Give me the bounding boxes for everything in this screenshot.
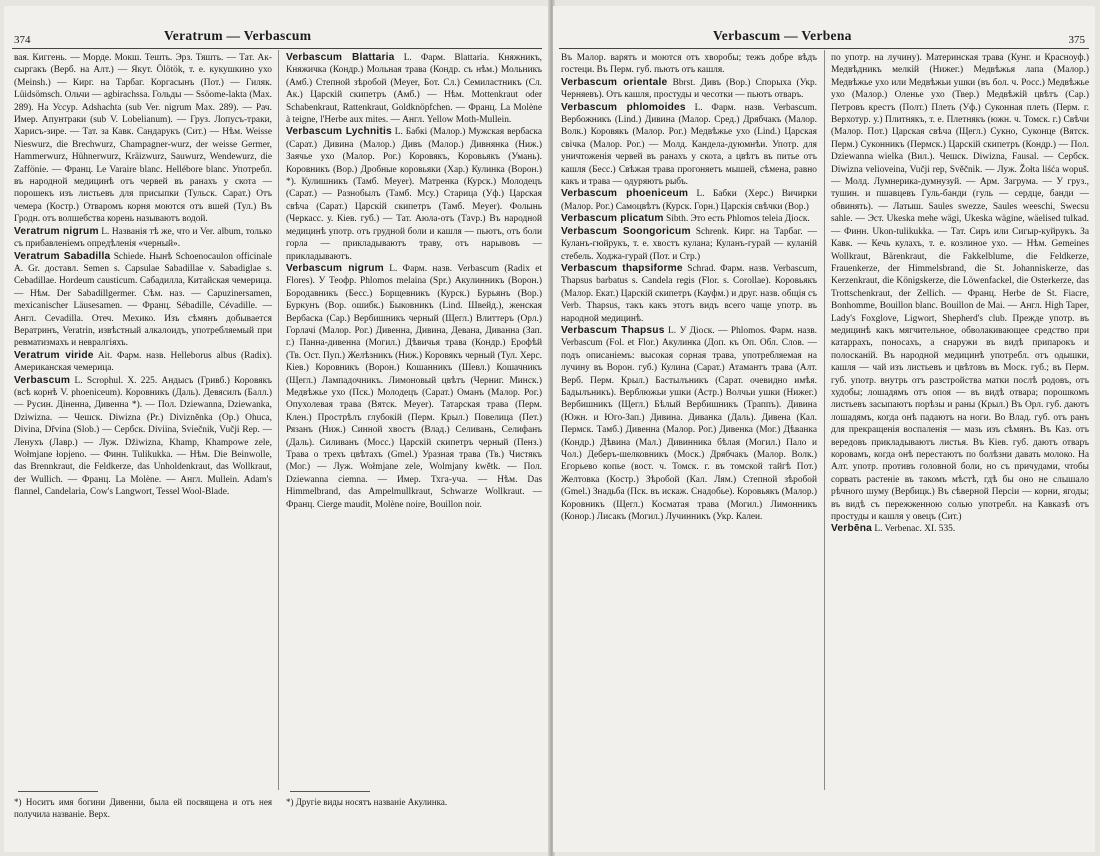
right-column-2 <box>831 52 1089 788</box>
entry <box>286 263 542 511</box>
entry-text: L. Verbenac. XI. 535. <box>874 524 956 535</box>
running-head: Verbascum — Verbena <box>713 28 852 43</box>
header-rule <box>12 48 542 49</box>
footnote: *) Другіе виды носятъ названіе Акулинка. <box>286 797 448 807</box>
left-page <box>4 6 550 852</box>
header-rule <box>559 48 1089 49</box>
entry <box>831 523 1089 535</box>
entry-text: L. Scrophul. X. 225. Андысъ (Гривб.) Коровякъ (всѣ корнѣ V. phoeniceum). Коровникъ (Даль). Девясилъ (Балл.) — Русин. Діненна, Дивенна *). — Пол. Dziewanna, Dziewanka, Dziwizna. — Чешск. Diwizna (Pr.) Divizněnka (Op.) Ohuca, Divina, Dřvina (Slob.) — Сербск. Diviina, Sviečnik, Vučji Rep. — Ленухъ (Лавр.) — Луж. Džiwizna, Khamp, Khampowe zele, Wołmjane łopjeno. — Финн. Tulikukka. — Нѣм. Die Beinwolle, das Brennkraut, die Feldkerze, das Unholdenkraut, das Wollkraut, der Wullich. — Франц. La Molène. — Англ. Mullein. Adam's flannel, Candelaria, Cow's Langwort, Tessel Wool-Blade. <box>14 375 272 498</box>
entry-continuation: вая. Киггень. — Морде. Мокш. Тешть. Эрз. Тяшть. — Тат. Ак-сыргакъ (Верб. на Алт.) — Якут. Ölötök, т. е. кукушкино ухо (Meinsh.) — Кирг. на Тарбаг. Коргасынъ (Пот.) — Гиляк. Lüidsömsch. Ольчи — аgbirachssa. Гольды — Ssöome-lakta (Max. 289). На Уссур. Adshachta (sub Ver. nigrum Max. 289). — Рач. Имер. Апунтраки (sub V. Lobelianum). — Груз. Лопусъ-траки, Харисъ-зире. — Тат. за Кавк. Сандарукъ (Сит.) — Нѣм. Weisse Nieswurz, die Brechwurz, Champagner-wurz, der weisse Germer, Hammerwurz, Hühnerwurz, Kräizwurz, Sauwurz, Wendewurz, die Zaffönie. — Франц. Le Varaire blanc. Hellébore blanc. Употребл. въ народной медицинѣ отъ червей въ ранахъ у скота — порошекъ изъ листьевъ для присыпки (Тульск. Сарат.) Отъ чемера (Костр.) Отваромъ корня моются отъ вшей (Тул.) Въ Гродн. отъ волшебства корень называютъ водой. <box>14 53 272 225</box>
page-number: 375 <box>1068 34 1085 46</box>
entry-text: Schrenk. Кирг. на Тарбаг. — Куланъ-гюйрукъ, т. е. хвостъ кулана; Куланъ-гурай — куланій стебель. Ходжа-гурай (Пот. и Стр.) <box>561 226 817 262</box>
entry-head: Verbascum plicatum <box>561 213 664 225</box>
entry-continuation: по употр. на лучину). Материнская трава (Кунг. и Красноуф.) Медвѣдникъ мелкій (Нижег.) Медвѣжья лапа (Малор.) Медвѣжье ухо или Медвѣжьи ушки (въ бол. ч. Росс.) Медвѣжье ухо (Малор.) Оленье ухо (Твер.) Медвѣжій цвѣтъ (Сар.) Петровъ крестъ (Полт.) Плеть (Уф.) Суконная плеть (Перм. г. Верхотур. у.) Плитнякъ, т. е. Плетнякъ (южн. ч. Томск. г.) Свѣчи (Малор. Пот.) Царская свѣча (Щегл.) Сукно, Суконце (Вятск. Перм.) Суконникъ (Пермск.) Царскій скипетръ (Кондр.) — Пол. Dziewanna wielka (Вил.). Чешск. Diwizna, Fausal. — Сербск. Diwizna velioveina, Vučji rep, Svěčnik. — Луж. Žołta liśća wopuš. — Молд. Лумнерика-думнузуй. — Арм. Загрума. — У груз., тушин. и пшавцевъ Гуль-банди (гуль — сердце, банди — обвинять). — Латыш. Saules swezze, Saules weeschi, Swecsu sahle. — Эст. Ukeska mehe wägi, Ukeska wägine, wäelised tulkad. — Финн. Ukon-tulikukka. — Тат. Сиръ или Сигыр-куйрукъ. За Кавк. — Кечь кулахъ, т. е. козлиное ухо. — Нѣм. Gemeines Wollkraut, Bärenkraut, die Fakkelblume, die Feldkerze, Frauenkerze, der Himmelsbrand, die St. Johanniskerze, das Kerzenkraut, die Königskerze, die Löwenfackel, die Osterkerze, das Trottschenkraut, der Zellich. — Франц. Herbe de St. Fiacre, Bonhomme, Bouillon blanc. Bouillon de Mai. — Англ. High Taper, Lady's Foxglove, Ligwort, Shepherd's club. Прежде употр. въ медицинѣ какъ мягчительное, обволакивающее средство при катаррахъ, поносахъ, а снаружи въ видѣ припарокъ и полосканій. Въ народной медицинѣ употребл. отъ одышки, кашля — чай изъ листьевъ и цвѣтовъ въ Моск. губ.; въ Перм. губ. употр. внутрь отъ разстройства матки послѣ родовъ, отъ худобы; лошадямъ отъ опоя — въ видѣ отвара; порошкомъ листьевъ засыпаютъ порѣзы и раны (Крыл.) Въ Орл. губ. даютъ лошадямъ, когда онѣ падаютъ на ноги. Во Влад. губ. отъ ранъ для прекращенія воспаленія — мазь изъ сѣмянъ. Въ Каз. отъ вередовъ прикладываютъ листья. Въ Кіев. губ. даютъ отваръ коровамъ, когда онѣ перестаютъ по болѣзни давать молоко. На Алт. употр. противъ головной боли, но съ причудами, чтобы сорвать растеніе въ такомъ мѣстѣ, гдѣ бы оно не слышало рѣчного шуму (Вербицк.) Въ сѣверной Персіи — корни, ягоды; въ видѣ съ пережженною солью употребл. на Кавказѣ отъ простуды и кашля у овецъ (Сит.) <box>831 53 1089 523</box>
entry-text: L. Названія тѣ же, что и Ver. album, только съ прибавленіемъ опредѣленія «черный». <box>14 226 272 250</box>
entry <box>561 213 817 225</box>
entry <box>286 52 542 126</box>
footnote: *) Носитъ имя богини Дивенни, была ей посвящена и отъ нея получила названіе. Верх. <box>14 797 272 819</box>
entry-text: L. Фарм. назв. Verbascum (Radix et Flores). У Теофр. Phlomos melaina (Spr.) Акулинникъ (Ворон.) Бородавникъ (Бесс.) Борщевникъ (Курск.) Бурьянъ (Вор.) Буркунъ (Вор. ошибк.) Быковникъ (Lind. Швейд.), женская Вербаска (Сар.) Вербишникъ черный (Щегл.) Влиттеръ (Орл.) Горлачі (Малор. Рог.) Дивенна, Дивина, Девана, Диванна (Зап. г.) Панна-дивенна (Могил.) Дѣвичья трава (Кондр.) Ерофѣй (Тв. Ост. Пуп.) Желѣзникъ (Ниж.) Коровякъ черный (Тул. Херс. Кіев.) Коровникъ (Ворон.) Кошанникъ (Шевл.) Кошачникъ (Щегл.) Лампадочникъ. Лимоновый цвѣтъ (Черниг. Минск.) Медвѣжье ухо (Пск.) Молодецъ (Сарат.) Оманъ (Малор. Рог.) Опухолевая трава (Вятск. Meyer). Татарская трава (Перм. Клен.) Прострѣлъ глубокій (Перм. Крыл.) Повелица (Пет.) Рязанъ (Ниж.) Синной хвостъ (Влад.) Селивань, Селифанъ (Даль). Силиванъ (Мосс.) Царскій скипетръ черный (Пенз.) Трава о трехъ цвѣтахъ (Gmel.) Уразная трава (Тв.) Чистякъ (Мог.) — Луж. Wołmjane zele, Wolmjany kwětk. — Пол. Dziewanna ciemna. — Имер. Тхга-уча. — Нѣм. Das Himmelbrand, das Ampelmullkraut, Schwarze Wollkraut. — Франц. Cierge maudit, Molène noire, Bouillon noir. <box>286 263 542 510</box>
entry <box>561 325 817 524</box>
left-column-2 <box>286 52 542 788</box>
entry-head: Veratrum Sabadilla <box>14 250 111 262</box>
entry-text: L. Бабкі (Малор.) Мужская вербаска (Сарат.) Дивина (Малор.) Дивъ (Малор.) Дивнянка (Ниж.) Заячье ухо (Малор. Рог.) Коровякъ, Коровьякъ (Умань). Коровникъ (Вор.) Дробные коровьяки (Хар.) Кулинка (Ворон.) *). Кулишникъ (Тамб. Meyer). Матренка (Курск.) Молодецъ (Сарат.) — Разнобылъ (Тамб. Мсу.) Старица (Уф.) Царская свѣча (Сарат.) Царскій скипетръ (Тамб. Meyer). Фолынь (Черкасс. у. Кіев. губ.) — Тат. Аюла-отъ (Таvр.) Въ народной медицинѣ употр. отъ грудной боли и кашля — пьютъ, отъ боли горла — прикладываютъ траву, отъ нарывовъ — прикладываютъ. <box>286 127 542 262</box>
entry-text: Schrad. Фарм. назв. Verbascum, Thapsus barbatus s. Candela regis (Flor. s. Corollae). Коровьякъ (Малор. Екат.) Царскій скипетръ (Кауфм.) и друг. назв. общія съ Verb. Thapsus, такъ какъ этотъ видъ всего чаще употр. въ народной медицинѣ. <box>561 263 817 324</box>
entry-head: Veratrum viride <box>14 349 94 361</box>
right-column-1 <box>561 52 817 788</box>
entry <box>14 375 272 499</box>
entry <box>561 263 817 325</box>
entry <box>14 251 272 350</box>
entry <box>14 226 272 251</box>
entry-head: Verbascum Soongoricum <box>561 225 691 237</box>
entry-text: Bbrst. Дивъ (Вор.) Спорыха (Укр. Черняевъ). Отъ кашля, простуды и чесотки — пьютъ отваръ. <box>561 77 817 101</box>
page-number: 374 <box>14 34 31 46</box>
entry-text: L. Фарм. Blattaria. Княжникъ, Княжичка (Кондр.) Мольная трава (Кондр. съ нѣм.) Мольникъ (Амб.) Степной зѣробой (Meyer, Бот. Сл.) Семиластникъ (Сл. Ак.) Царскій скипетръ (Амб.) — Нѣм. Mottenkraut oder Schabenkraut, Rattenkraut, Goldknöpfchen. — Франц. La Molène à teigne, l'Herbe aux mites. — Англ. Yellow Moth-Mullein. <box>286 53 542 126</box>
entry <box>286 126 542 262</box>
left-column-1 <box>14 52 272 788</box>
entry <box>561 77 817 102</box>
entry-text: Schiede. Нынѣ Schoenocaulon officinale A. Gr. доставл. Semen s. Capsulae Sabadillae v. Sabadiglae s. Cebadillae. Hordeum causticum. Сабадилла, Китайская чемерица. — Нѣм. Der Sabadillgermer. Сѣм. наз. — Capuzinersamen, mexicanischer Läusesamen. — Франц. Sébadille, Cévadille. — Англ. Cevadilla. Отеч. Мехико. Изъ сѣмянъ добывается Вератринъ, Veratrin, извѣстный алкалоидъ, употребляемый при ревматизмахъ и невралгіяхъ. <box>14 251 272 349</box>
footnote-rule <box>290 791 370 792</box>
entry-head: Veratrum nigrum <box>14 225 99 237</box>
entry-continuation: Въ Малор. варятъ и моются отъ хворобы; тежъ добре вѣдъ гостеци. Въ Перм. губ. пьютъ отъ кашля. <box>561 53 817 76</box>
entry-text: L. Фарм. назв. Verbascum. Вербожникъ (Lind.) Дивина (Малор. Сред.) Дрябчакъ (Малор. Волк.) Коровякъ (Малор. Рог.) Медвѣжье ухо (Lind.) Царская свічка (Малор. Рог.) — Молд. Кандела-дуюмнѣи. Употр. для уничтоженія червей въ ранахъ у скота, а цвѣтъ въ питье отъ кашля (Бесс.) Свѣжая трава прогоняетъ мышей, сѣмена, равно какъ и трава — одуряютъ рыбъ. <box>561 102 817 188</box>
entry-head: Verbascum Thapsus <box>561 324 665 336</box>
column-divider <box>278 50 279 790</box>
column-divider <box>824 50 825 790</box>
entry <box>561 102 817 189</box>
entry-head: Verbascum nigrum <box>286 262 384 274</box>
running-head: Veratrum — Verbascum <box>164 28 312 43</box>
entry <box>561 226 817 263</box>
entry-text: Sibth. Это есть Phlomos teleia Діоск. <box>666 214 810 225</box>
entry-head: Verbascum phoeniceum <box>561 188 689 200</box>
entry-head: Verbascum Lychnitis <box>286 126 392 138</box>
entry-text: Ait. Фарм. назв. Helleborus albus (Radix). Американская чемерица. <box>14 350 272 374</box>
footnote-rule <box>18 791 98 792</box>
entry-head: Verbascum thapsiforme <box>561 262 683 274</box>
entry-text: L. Бабки (Херс.) Вичирки (Малор. Рог.) Самоцвѣтъ (Курск. Горн.) Царскія свѣчки (Вор.) <box>561 189 817 212</box>
entry-head: Verbēna <box>831 523 873 535</box>
entry-head: Verbascum <box>14 374 71 386</box>
right-page <box>553 6 1095 852</box>
entry <box>561 188 817 213</box>
entry-text: L. У Діоск. — Phlomos. Фарм. назв. Verbascum (Fol. et Flor.) Акулинка (Доп. къ Оп. Обл. Слов. — подъ описаніемъ: высокая сорная трава, употребляемая на лучину въ Ворон. губ.) Кулина (Сарат.) Атамантъ трава (Алт. Верб. Перм. Крыл.) Бастылъникъ (Сарат. очевидно имѣя. Бадылъникъ). Верблюжьи ушки (Астр.) Волчьи ушки (Нижег.) Вербишникъ (Щегл.) Бѣлый Вербишникъ (Траппъ). Дивина (Южн. и Юго-Зап.) Дивина. Диванка (Даль). Дивена (Кал. Пермск. Тамб.) Дивенна (Малор. Рог.) Дивенка (Мог.) Дѣванка (Кондр.) Дѣвина (Мал.) Дивинника бѣлая (Могил.) Пало и Чол.) Деберъ-шелковникъ (Моск.) Дрябчакъ (Малор. Волк.) Егорьево копье (вост. ч. Томск. г. въ томской тайгѣ Пот.) Желтовка (Костр.) Зѣробой (Кал. Лям.) Степной зѣробой (Gmel.) Знадьба (Пск. въ искаж. Снадобье). Коровьякъ (Малор.) Коровникъ (Щегл.) Косматая трава (Могил.) Лимонникъ (Конор.) Лисакъ (Могил.) Лучинникъ (Укр. Калеи. <box>561 325 817 523</box>
entry-head: Verbascum phlomoides <box>561 101 686 113</box>
entry-head: Verbascum orientale <box>561 76 668 88</box>
entry <box>14 350 272 375</box>
entry-head: Verbascum Blattaria <box>286 52 395 63</box>
